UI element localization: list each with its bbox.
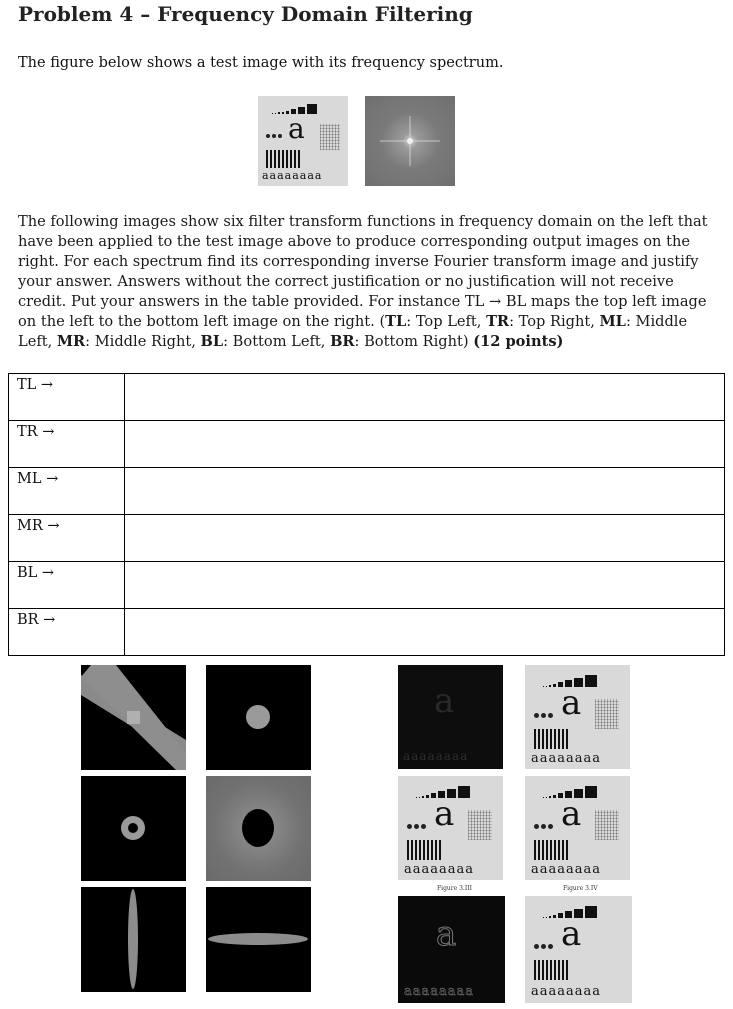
table-row [9,562,725,609]
answer-cell-tl[interactable] [125,374,725,421]
caption-figure-iv: Figure 3.IV [563,885,598,892]
table-row [9,374,725,421]
filter-br [206,887,311,992]
output-tr: a aaaaaaaa [525,665,630,769]
caption-figure-iii: Figure 3.III [437,885,472,892]
row-label-bl: BL → [9,562,125,609]
answer-cell-tr[interactable] [125,421,725,468]
output-br: a aaaaaaaa [525,896,632,1003]
answer-cell-mr[interactable] [125,515,725,562]
filter-tl [81,665,186,770]
problem-title: Problem 4 – Frequency Domain Filtering [18,2,473,26]
row-label-tl: TL → [9,374,125,421]
filter-tr [206,665,311,770]
answer-table [8,373,725,656]
output-ml: a aaaaaaaa [398,776,503,880]
filter-ml [81,776,186,881]
output-mr: a aaaaaaaa [525,776,630,880]
output-bl: a aaaaaaaa [398,896,505,1003]
answer-cell-br[interactable] [125,609,725,656]
output-tl: a aaaaaaaa [398,665,503,769]
letter-row: aaaaaaaa [262,169,323,182]
answer-cell-ml[interactable] [125,468,725,515]
table-row [9,468,725,515]
table-row [9,421,725,468]
instructions-text: The following images show six filter transform functions in frequency domain on the left that have been applied to the test image above to produce corresponding output images on the right. For each spectrum find its corresponding inverse Fourier transform image and justify your answer. Answers without the correct justification or no justification will not receive credit. Put your answers in the table provided. For instance TL → BL maps the top left image on the left to the bottom left image on the right. (TL: Top Left, TR: Top Right, ML: Middle Left, MR: Middle Right, BL: Bottom Left, BR: Bottom Right) (12 points) [18,213,708,350]
row-label-tr: TR → [9,421,125,468]
intro-text: The figure below shows a test image with its frequency spectrum. [18,55,504,71]
letter-glyph: a [288,112,305,145]
spectrum-image [365,96,455,186]
table-row [9,609,725,656]
row-label-mr: MR → [9,515,125,562]
test-image [258,96,348,186]
row-label-br: BR → [9,609,125,656]
filter-bl [81,887,186,992]
answer-cell-bl[interactable] [125,562,725,609]
filter-mr [206,776,311,881]
table-row [9,515,725,562]
row-label-ml: ML → [9,468,125,515]
